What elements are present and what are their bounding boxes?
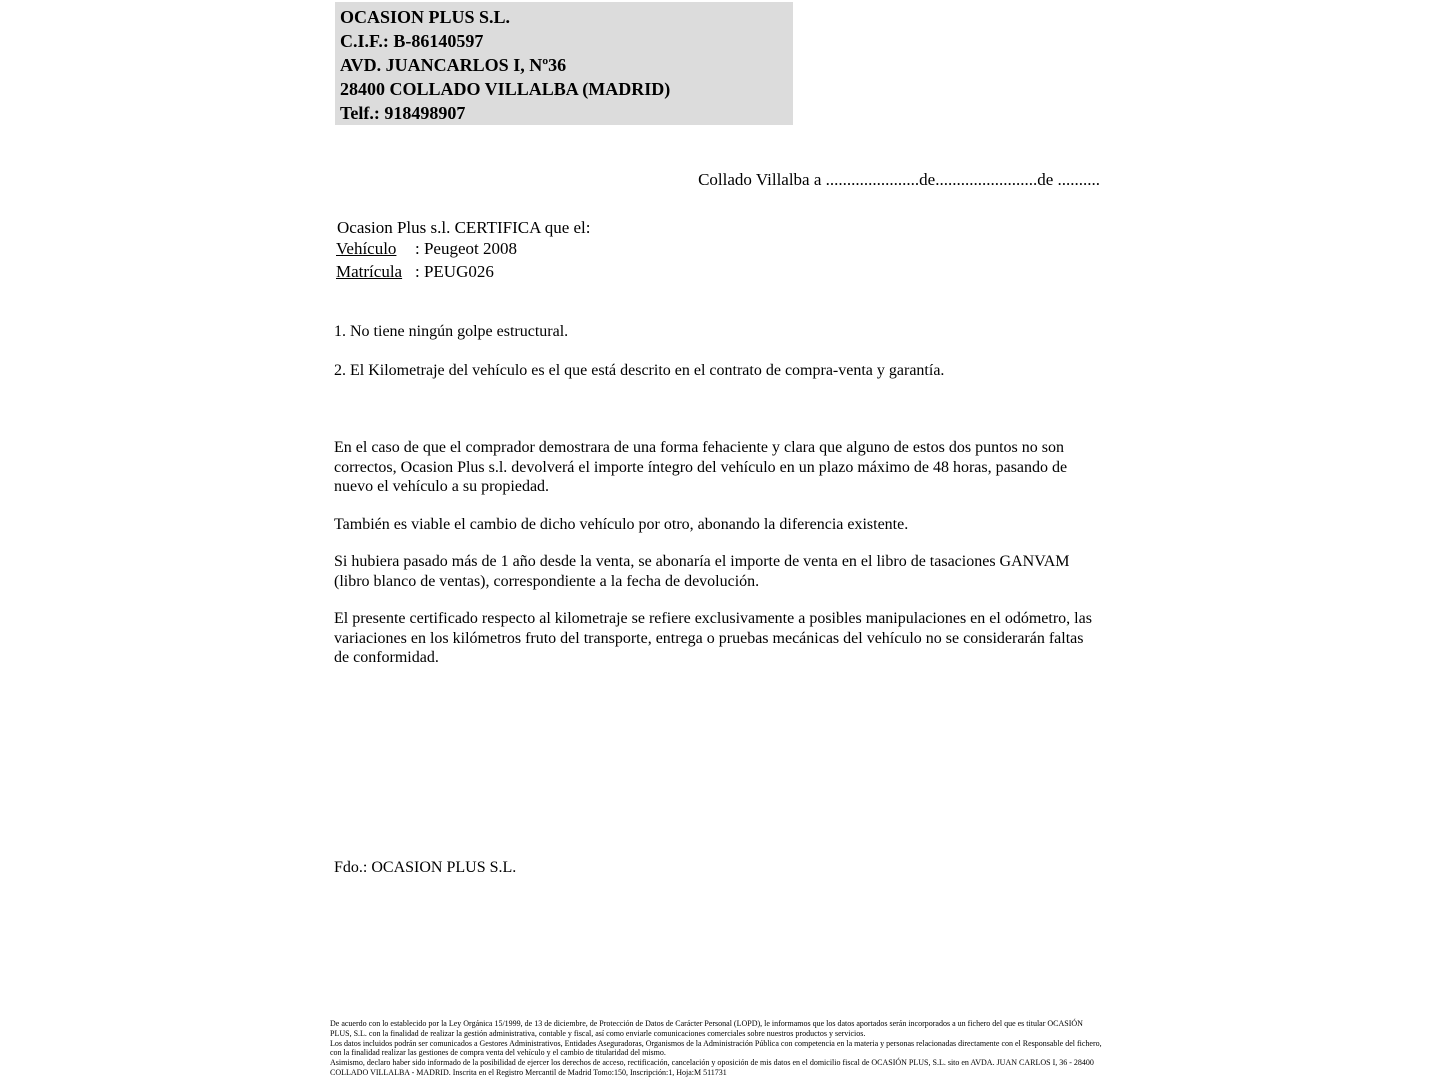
company-cif: C.I.F.: B-86140597 (340, 31, 484, 51)
legal-paragraph-lopd: De acuerdo con lo establecido por la Ley Orgánica 15/1999, de 13 de diciembre, de Protección de Datos de Carácter Personal (LOPD), le informamos que los datos aportados serán incorporados a un fichero del que es titular OCASIÓN PLUS, S.L. con la finalidad de realizar la gestión administrativa, contable y fiscal, así como enviarle comunicaciones comerciales sobre nuestros productos y servicios. (330, 1019, 1083, 1038)
point-structural: 1. No tiene ningún golpe estructural. (334, 323, 569, 340)
signature-line: Fdo.: OCASION PLUS S.L. (334, 858, 517, 876)
point-mileage: 2. El Kilometraje del vehículo es el que está descrito en el contrato de compra-venta y garantía. (334, 361, 945, 379)
paragraph-exchange: También es viable el cambio de dicho vehículo por otro, abonando la diferencia existente. (334, 515, 909, 533)
paragraph-refund: En el caso de que el comprador demostrara de una forma fehaciente y clara que alguno de estos dos puntos no son correctos, Ocasion Plus s.l. devolverá el importe íntegro del vehículo en un plazo máximo de 48 horas, pasando de nuevo el vehículo a su propiedad. (334, 439, 1068, 495)
plate-value: : PEUG026 (415, 262, 494, 281)
vehicle-row (334, 237, 1100, 260)
company-city: 28400 COLLADO VILLALBA (MADRID) (340, 79, 671, 99)
paragraph-odometer: El presente certificado respecto al kilometraje se refiere exclusivamente a posibles manipulaciones en el odómetro, las variaciones en los kilómetros fruto del transporte, entrega o pruebas mecánicas del vehículo no se considerarán faltas de conformidad. (334, 610, 1092, 666)
legal-footer (330, 1019, 1102, 1078)
company-address: AVD. JUANCARLOS I, Nº36 (340, 55, 567, 75)
vehicle-label: Vehículo (336, 239, 397, 258)
plate-label: Matrícula (336, 262, 403, 281)
date-line: Collado Villalba a ......................de........................de .......... (698, 170, 1100, 189)
document-body (334, 0, 1100, 877)
plate-row (334, 260, 1100, 283)
legal-paragraph-rights: Asimismo, declaro haber sido informado de la posibilidad de ejercer los derechos de acceso, rectificación, cancelación y oposición de mis datos en el domicilio fiscal de OCASIÓN PLUS, S.L. sito en AVDA. JUAN CARLOS I, 36 - 28400 COLLADO VILLALBA - MADRID. Inscrita en el Registro Mercantil de Madrid Tomo:150, Inscripción:1, Hoja:M 511731 (330, 1058, 1094, 1077)
company-name: OCASION PLUS S.L. (340, 7, 511, 27)
legal-paragraph-data-sharing: Los datos incluidos podrán ser comunicados a Gestores Administrativos, Entidades Aseguradoras, Organismos de la Administración Pública con competencia en la materia y personas relacionadas directamente con el Responsable del fichero, con la finalidad realizar las gestiones de compra venta del vehículo y el cambio de titularidad del mismo. (330, 1038, 1102, 1058)
paragraph-ganvam: Si hubiera pasado más de 1 año desde la venta, se abonaría el importe de venta en el libro de tasaciones GANVAM (libro blanco de ventas), correspondiente a la fecha de devolución. (334, 553, 1070, 590)
vehicle-value: : Peugeot 2008 (415, 239, 517, 258)
company-phone: Telf.: 918498907 (340, 103, 466, 123)
certify-intro: Ocasion Plus s.l. CERTIFICA que el: (337, 218, 591, 237)
